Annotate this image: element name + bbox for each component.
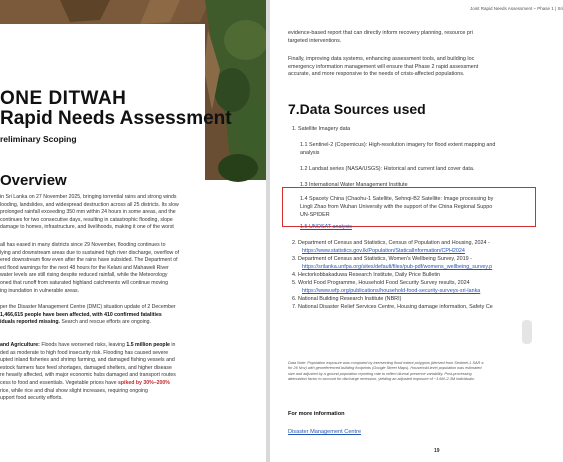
text-line: Finally, improving data systems, enhancing assessment tools, and building loc (288, 56, 475, 62)
text-line: upport food security efforts. (0, 395, 63, 402)
list-subitem-iwmi: 1.3 International Water Management Institute (300, 182, 408, 188)
text-line: oned that runoff from saturated highland catchments will continue moving (0, 279, 169, 286)
note-line: for 26 Nov) with georeferenced building footprints (Google Street Maps). Household-level population was estimated (288, 366, 482, 371)
affected-count-text: 1,466,615 people have been affected, with 410 confirmed fatalities (0, 311, 162, 318)
list-item-wfp: 5. World Food Programme, Household Food Security Survey results, 2024 (292, 280, 470, 286)
final-paragraph (288, 56, 534, 79)
text-line: prolonged rainfall exceeding 350 mm within 24 hours in some areas, and the (0, 209, 176, 216)
text-line: ing inundation in vulnerable areas. (0, 287, 80, 294)
text-line: ed flood warnings for the next 48 hours for the Kelani and Mahaweli River (0, 264, 169, 271)
overview-paragraph-1 (0, 194, 262, 232)
scroll-handle[interactable] (522, 320, 532, 344)
text-line: lying and downstream areas due to sustained high river discharge, overflow of (0, 249, 180, 256)
text-line: per the Disaster Management Centre (DMC) situation update of 2 December (0, 304, 176, 310)
list-subitem-landsat: 1.2 Landsat series (NASA/USGS): Historical and current land cover data. (300, 166, 475, 172)
food-agri-lead: and Agriculture: (0, 342, 40, 348)
text-line (0, 342, 262, 350)
census-link[interactable]: https://www.statistics.gov.lk/Population/StaticalInformation/CPH2024 (302, 248, 465, 254)
text-line: water levels are still rising despite reduced rainfall, while the Meteorology (0, 272, 168, 279)
text-line: in Sri Lanka on 27 November 2025, bringing torrential rains and strong winds (0, 194, 177, 200)
data-note (288, 361, 534, 383)
overview-paragraph-4 (0, 342, 262, 403)
list-item-price-bulletin: 4. Hectorkobbakaduwa Research Institute, Daily Price Bulletin (292, 272, 441, 278)
text-span: Floods have worsened risks, leaving (39, 342, 127, 348)
list-subitem-unspider: UN-SPIDER (300, 212, 330, 218)
text-line: evidence-based report that can directly inform recovery planning, resource pri (288, 30, 473, 36)
text-line: ded as moderate to high food insecurity risk. Flooding has caused severe (0, 349, 169, 356)
text-line: rice, while rice and dhal show slight increases, requiring ongoing (0, 387, 148, 394)
list-item-census: 2. Department of Census and Statistics, Census of Population and Housing, 2024 - (292, 240, 490, 246)
rescue-text: Search and rescue efforts are ongoing. (59, 319, 152, 326)
left-page (0, 0, 266, 462)
list-subitem-sentinel-cont: analysis (300, 150, 320, 156)
text-line: ered downstream flow even after the rains have subsided. The Department of (0, 257, 178, 264)
cover-title-line2: Rapid Needs Assessment (0, 108, 232, 129)
text-line: looding, landslides, and widespread destruction across all 25 districts. Its slow (0, 201, 179, 208)
section-title: 7.Data Sources used (288, 101, 426, 117)
missing-text: iduals reported missing. (0, 319, 60, 326)
text-line: damage to homes, infrastructure, and livelihoods, making it one of the worst (0, 224, 174, 231)
overview-heading: Overview (0, 172, 67, 189)
text-line: accurate, and more responsive to the needs of crisis-affected populations. (288, 71, 465, 78)
wellbeing-link[interactable]: https://srilanka.unfpa.org/sites/default/files/pub-pdf/womens_wellbeing_survey.p (302, 264, 493, 270)
dmc-link[interactable]: Disaster Management Centre (288, 429, 362, 435)
price-spike-text: spiked by 30%–200% (117, 379, 170, 386)
text-line: estock farmers face feed shortages, damaged shelters, and higher disease (0, 364, 172, 371)
text-line: continues for two consecutive days, resulting in catastrophic flooding, slope (0, 216, 173, 223)
food-insecure-count: 1.5 million people (126, 342, 170, 348)
note-line: Data Note: Population exposure was computed by intersecting flood extent polygons (derived from Sentinel-1 SAR a (288, 361, 484, 365)
list-subitem-sentinel: 1.1 Sentinel-2 (Copernicus): High-resolution imagery for flood extent mapping and (300, 142, 496, 148)
note-line: attenuation factor to account for discharge recession, yielding an adjusted exposure of ~1.6M–2.3M individuals. (288, 377, 475, 382)
list-subitem-spacety: 1.4 Spacety China (Chaohu-1 Satellite, Sehnqi-B2 Satellite: Image processing by (300, 196, 494, 202)
text-line (0, 319, 262, 327)
text-span: in (169, 342, 176, 348)
list-item-nbri: 6. National Building Research Institute (NBRI) (292, 296, 402, 302)
text-line: all has eased in many districts since 29 November, flooding continues to (0, 242, 166, 248)
cover-subtitle: reliminary Scoping (0, 134, 77, 144)
text-span: cess to food and essentials. Vegetable prices have (0, 379, 118, 386)
text-line: targeted interventions. (288, 37, 342, 44)
list-item-ndrsc: 7. National Disaster Relief Services Centre, Housing damage information, Safety Ce (292, 304, 493, 310)
text-line (0, 380, 262, 388)
list-subitem-spacety-cont: Lingli Zhao from Wuhan University with the support of the China Regional Suppo (300, 204, 493, 210)
running-header: Joint Rapid Needs Assessment – Phase 1 | Sri (470, 6, 563, 11)
text-line (0, 312, 262, 320)
text-line: emergency information management will ensure that Phase 2 rapid assessment (288, 63, 479, 70)
intro-paragraph (288, 30, 534, 45)
overview-paragraph-2 (0, 242, 262, 295)
right-page (270, 0, 563, 462)
cover-title-line1: ONE DITWAH (0, 88, 127, 109)
overview-paragraph-3 (0, 304, 262, 327)
page-number: 19 (434, 448, 440, 454)
unosat-link[interactable]: 1.5 UNOSAT analysis (300, 224, 352, 230)
list-item-satellite: 1. Satellite Imagery data (292, 126, 351, 132)
more-info-heading: For more information (288, 411, 345, 417)
text-line: upted inland fisheries and shrimp farming, and damaged fishing vessels and (0, 357, 175, 364)
list-item-wellbeing: 3. Department of Census and Statistics, Women's Wellbeing Survey, 2019 - (292, 256, 472, 262)
note-line: size and adjusted by a ground population reporting rate to reflect diurnal presence variability. Post-processing (288, 371, 472, 376)
wfp-link[interactable]: https://www.wfp.org/publications/household-food-security-surveys-sri-lanka (302, 288, 481, 294)
text-line: re heavily affected, with major economic hubs damaged and transport routes (0, 372, 176, 379)
